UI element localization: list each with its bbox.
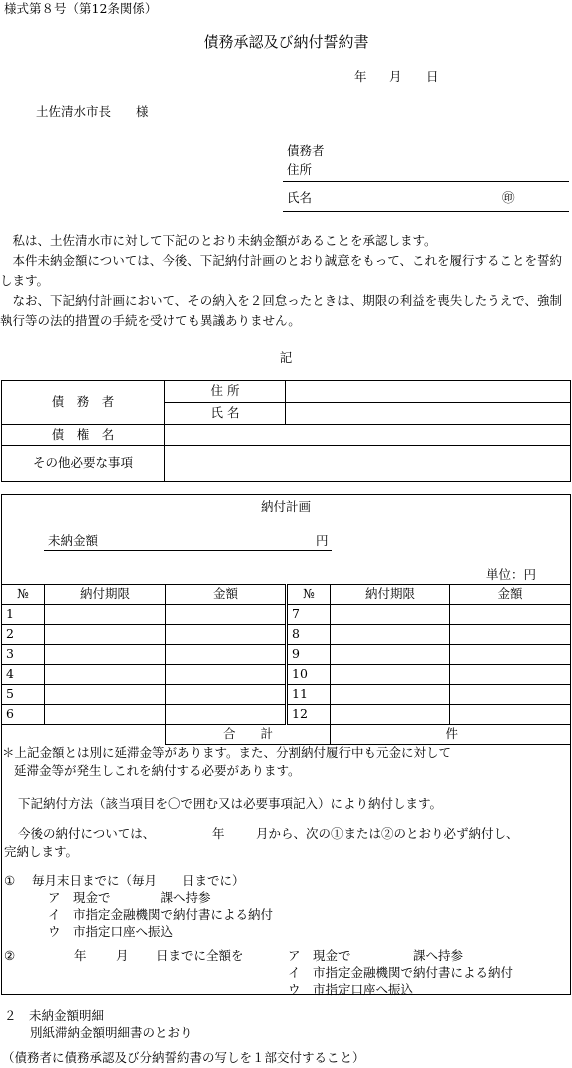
note-line-1: ＊上記金額とは別に延滞金等があります。また、分割納付履行中も元金に対して: [2, 745, 452, 760]
claim-label: 債 権 名: [2, 425, 165, 446]
option1-number[interactable]: ①: [4, 873, 16, 888]
total-label: 合 計: [166, 725, 331, 745]
amount-cell[interactable]: [166, 685, 287, 705]
deadline-cell[interactable]: [45, 705, 166, 725]
body-paragraph-3: なお、下記納付計画において、その納入を２回怠ったときは、期限の利益を喪失したうえで、強制執行等の法的措置の手続を受けても異議ありません。: [0, 293, 563, 328]
future-text-c: 完納します。: [4, 844, 79, 859]
amount-cell[interactable]: [450, 705, 571, 725]
deadline-cell[interactable]: [331, 645, 450, 665]
row-no-right: 9: [287, 645, 331, 665]
date-year: 年: [354, 69, 367, 84]
deadline-cell[interactable]: [45, 625, 166, 645]
date-month: 月: [389, 69, 402, 84]
header-amount-left: 金額: [166, 585, 287, 605]
amount-cell[interactable]: [450, 605, 571, 625]
amount-cell[interactable]: [450, 665, 571, 685]
deadline-cell[interactable]: [331, 665, 450, 685]
amount-cell[interactable]: [450, 645, 571, 665]
row-no-right: 8: [287, 625, 331, 645]
table-row: [2, 645, 571, 665]
row-no-left: 4: [2, 665, 45, 685]
debtor-address-label: 住 所: [165, 381, 286, 403]
other-value[interactable]: [165, 446, 571, 482]
option2-a[interactable]: ア 現金で 課へ持参: [288, 948, 464, 963]
signer-role: 債務者: [287, 143, 325, 158]
footer-note: （債務者に債務承認及び分納誓約書の写しを１部交付すること）: [2, 1050, 365, 1065]
payment-method-text: 下記納付方法（該当項目を〇で囲む又は必要事項記入）により納付します。: [18, 796, 443, 811]
option2-number[interactable]: ②: [4, 948, 16, 963]
addressee: 土佐清水市長 様: [36, 104, 149, 119]
table-row: [2, 605, 571, 625]
payment-schedule-table: [1, 584, 571, 745]
item2-sub: 別紙滞納金額明細書のとおり: [30, 1025, 193, 1040]
deadline-cell[interactable]: [331, 705, 450, 725]
unpaid-amount-line: [44, 550, 332, 551]
other-label: その他必要な事項: [2, 446, 165, 482]
option2-year: 年: [74, 948, 87, 963]
deadline-cell[interactable]: [45, 645, 166, 665]
row-no-left: 3: [2, 645, 45, 665]
total-spacer: [2, 725, 166, 745]
note-line-2: 延滞金等が発生しこれを納付する必要があります。: [14, 763, 301, 778]
row-no-right: 7: [287, 605, 331, 625]
claim-value[interactable]: [165, 425, 571, 446]
debtor-table: [1, 380, 571, 482]
option2-i[interactable]: イ 市指定金融機関で納付書による納付: [288, 965, 514, 980]
amount-cell[interactable]: [166, 605, 287, 625]
option2-u[interactable]: ウ 市指定口座へ振込: [288, 982, 414, 997]
signer-address-label: 住所: [287, 162, 313, 177]
header-no-right: №: [287, 585, 331, 605]
row-no-left: 5: [2, 685, 45, 705]
total-count: 件: [331, 725, 571, 745]
date-day: 日: [426, 69, 439, 84]
signer-name-label: 氏名: [287, 190, 313, 205]
option2-month: 月: [116, 948, 129, 963]
option1-i[interactable]: イ 市指定金融機関で納付書による納付: [48, 907, 274, 922]
header-deadline-right: 納付期限: [331, 585, 450, 605]
table-row: [2, 685, 571, 705]
row-no-left: 6: [2, 705, 45, 725]
future-year: 年: [212, 826, 225, 841]
header-amount-right: 金額: [450, 585, 571, 605]
table-row: [2, 705, 571, 725]
option2-text: 日までに全額を: [156, 948, 244, 963]
future-text-a: 今後の納付については、: [18, 826, 156, 841]
unit-label: 単位：円: [486, 567, 537, 582]
debtor-address-value[interactable]: [286, 381, 571, 403]
debtor-name-value[interactable]: [286, 403, 571, 425]
table-row: [2, 665, 571, 685]
option1-text: 毎月末日までに（毎月 日までに）: [32, 873, 245, 888]
deadline-cell[interactable]: [331, 685, 450, 705]
item2-title: ２ 未納金額明細: [4, 1008, 105, 1023]
debtor-label: 債 務 者: [2, 381, 165, 425]
body-paragraph-1: 私は、土佐清水市に対して下記のとおり未納金額があることを承認します。: [12, 233, 437, 248]
unpaid-label: 未納金額: [48, 533, 99, 548]
deadline-cell[interactable]: [331, 625, 450, 645]
plan-title: 納付計画: [260, 499, 311, 514]
deadline-cell[interactable]: [331, 605, 450, 625]
form-number: 様式第８号（第12条関係）: [4, 1, 158, 16]
row-no-right: 10: [287, 665, 331, 685]
ki-label: 記: [279, 350, 293, 365]
amount-cell[interactable]: [166, 665, 287, 685]
signer-address-line: [283, 181, 569, 182]
amount-cell[interactable]: [166, 645, 287, 665]
amount-cell[interactable]: [166, 625, 287, 645]
future-text-b: 月から、次の①または②のとおり必ず納付し、: [256, 826, 519, 841]
amount-cell[interactable]: [166, 705, 287, 725]
body-paragraph-2: 本件未納金額については、今後、下記納付計画のとおり誠意をもって、これを履行することを誓約します。: [0, 253, 563, 288]
unpaid-yen: 円: [316, 533, 329, 548]
debtor-name-label: 氏 名: [165, 403, 286, 425]
row-no-right: 12: [287, 705, 331, 725]
amount-cell[interactable]: [450, 625, 571, 645]
option1-u[interactable]: ウ 市指定口座へ振込: [48, 924, 174, 939]
option1-a[interactable]: ア 現金で 課へ持参: [48, 890, 211, 905]
header-deadline-left: 納付期限: [45, 585, 166, 605]
table-row: [2, 625, 571, 645]
header-no-left: №: [2, 585, 45, 605]
signer-name-line: [283, 211, 569, 212]
document-title: 債務承認及び納付誓約書: [203, 33, 369, 51]
row-no-left: 1: [2, 605, 45, 625]
row-no-right: 11: [287, 685, 331, 705]
deadline-cell[interactable]: [45, 605, 166, 625]
amount-cell[interactable]: [450, 685, 571, 705]
deadline-cell[interactable]: [45, 665, 166, 685]
deadline-cell[interactable]: [45, 685, 166, 705]
seal-icon: ㊞: [502, 190, 515, 205]
row-no-left: 2: [2, 625, 45, 645]
